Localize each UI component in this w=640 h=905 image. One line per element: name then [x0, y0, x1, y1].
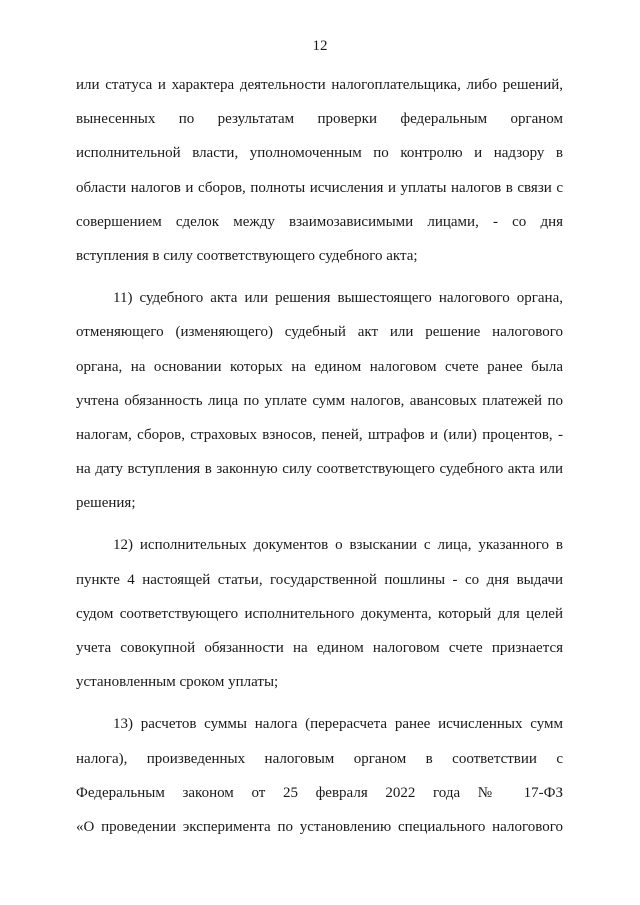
text-line: учета совокупной обязанности на едином налоговом счете признается [76, 640, 563, 656]
text-line: отменяющего (изменяющего) судебный акт или решение налогового [76, 324, 563, 341]
text-line: «О проведении эксперимента по установлению специального налогового [76, 818, 563, 835]
paragraph [76, 707, 563, 844]
text-line: вступления в силу соответствующего судебного акта; [76, 247, 418, 264]
text-line: учтена обязанность лица по уплате сумм налогов, авансовых платежей по [76, 392, 563, 409]
text-line: 12) исполнительных документов о взыскании с лица, указанного в [113, 537, 563, 554]
text-line: налогам, сборов, страховых взносов, пеней, штрафов и (или) процентов, - [76, 426, 563, 443]
text-line: вынесенных по результатам проверки федеральным органом [76, 111, 563, 128]
text-line: судом соответствующего исполнительного документа, который для целей [76, 605, 563, 622]
text-line: налога), произведенных налоговым органом в соответствии с [76, 750, 563, 767]
text-line: Федеральным законом от 25 февраля 2022 года № 17-ФЗ [76, 784, 563, 801]
paragraph [76, 528, 563, 699]
text-line: 11) судебного акта или решения вышестоящего налогового органа, [113, 290, 563, 307]
text-line: органа, на основании которых на едином налоговом счете ранее была [76, 358, 563, 375]
paragraph [76, 281, 563, 520]
page-number: 12 [312, 38, 328, 54]
text-line: 13) расчетов суммы налога (перерасчета ранее исчисленных сумм [113, 716, 563, 733]
text-line: или статуса и характера деятельности налогоплательщика, либо решений, [76, 77, 563, 93]
paragraph [76, 68, 563, 273]
text-line: области налогов и сборов, полноты исчисления и уплаты налогов в связи с [76, 179, 563, 196]
text-line: установленным сроком уплаты; [76, 674, 279, 691]
text-line: совершением сделок между взаимозависимыми лицами, - со дня [76, 213, 563, 230]
text-line: пункте 4 настоящей статьи, государственной пошлины - со дня выдачи [76, 571, 563, 588]
text-line: исполнительной власти, уполномоченным по контролю и надзору в [76, 145, 563, 162]
text-line: на дату вступления в законную силу соответствующего судебного акта или [76, 461, 563, 478]
document-body [76, 68, 563, 852]
text-line: решения; [76, 495, 136, 512]
